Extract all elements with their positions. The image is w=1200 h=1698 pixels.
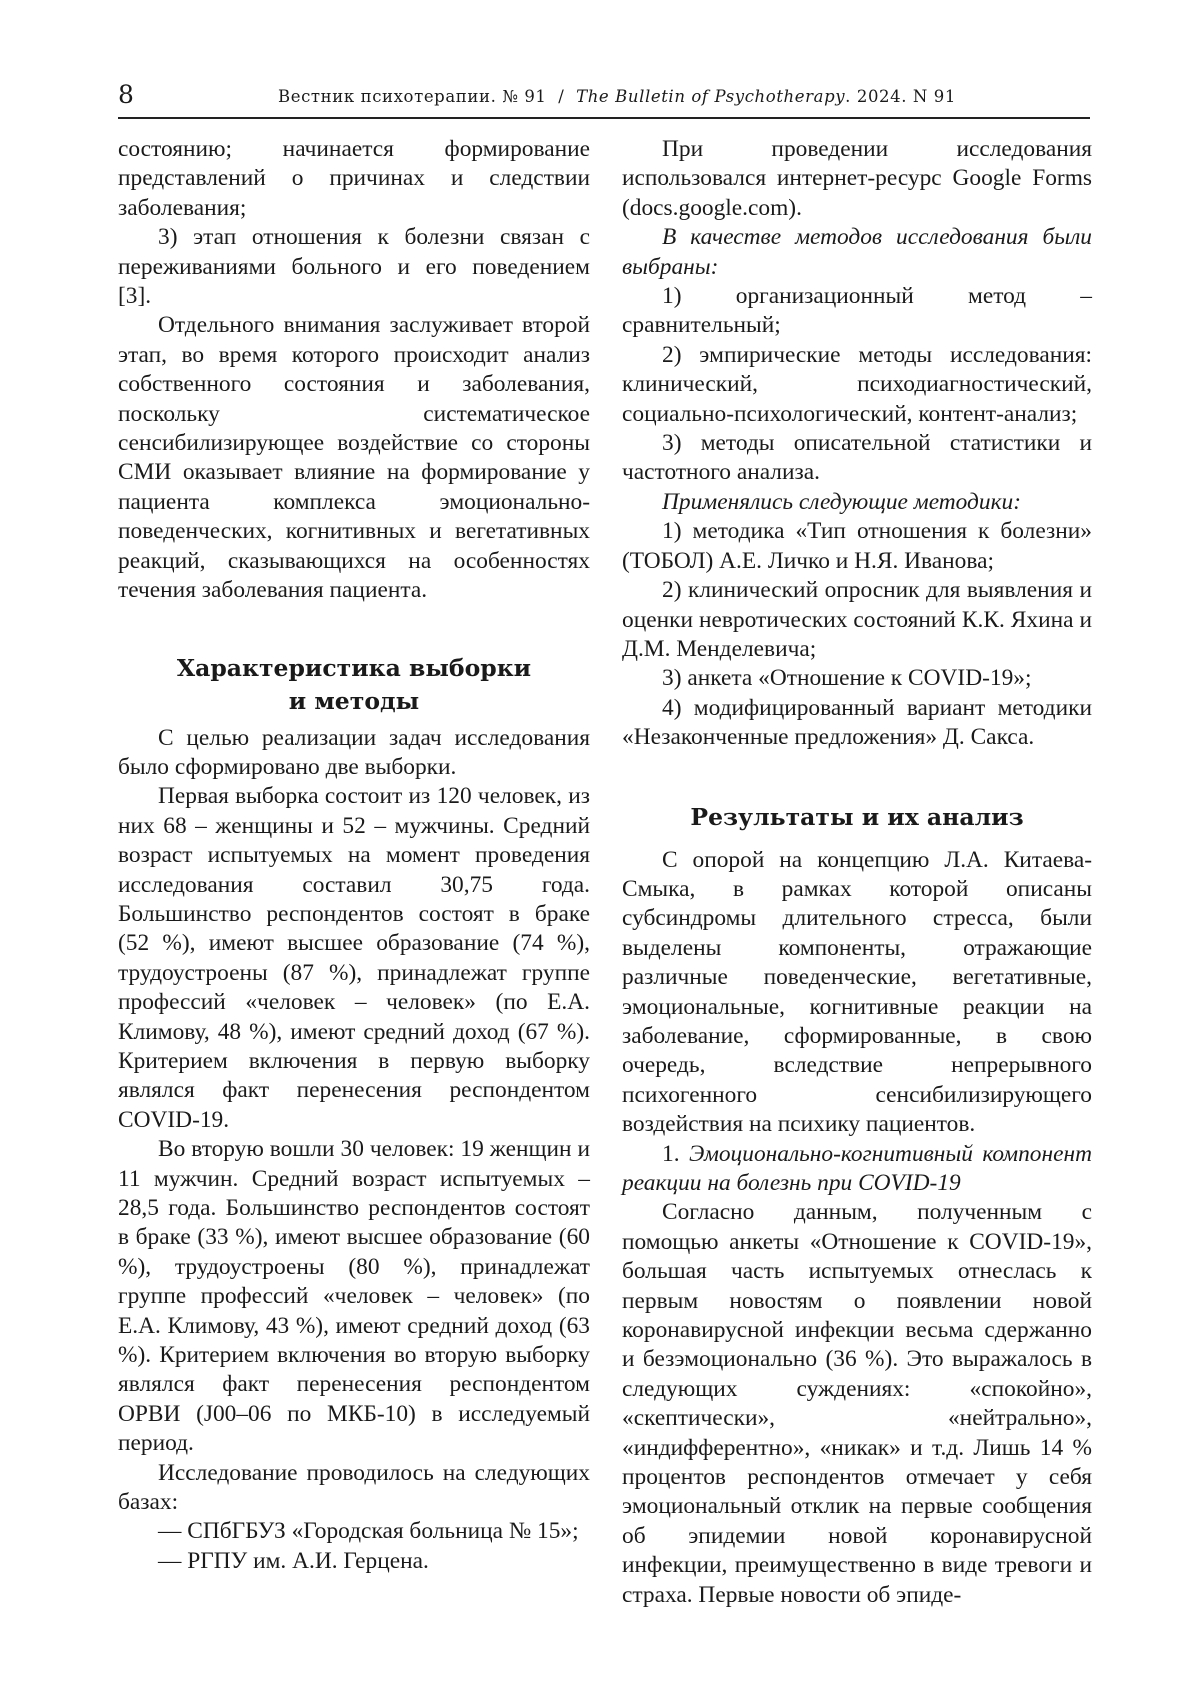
paragraph: Первая выборка состоит из 120 человек, из них 68 – женщины и 52 – мужчины. Средний возраст испытуемых на момент проведения исследования составил 30,75 года. Большинство респондентов состоят в браке (52 %), имеют высшее образование (74 %), трудоустроены (87 %), принадлежат группе профессий «человек – человек» (по Е.А. Климову, 48 %), имеют средний доход (67 %). Критерием включения в первую выборку являлся факт перенесения респондентом COVID-19. (118, 783, 590, 1133)
list-item: 3) анкета «Отношение к COVID-19»; (662, 665, 1032, 692)
subsection-title (622, 1140, 1092, 1199)
subsection-number: 1. (662, 1140, 680, 1167)
list-item: 1) методика «Тип отношения к болезни» (ТОБОЛ) А.Е. Личко и Н.Я. Иванова; (622, 518, 1092, 574)
heading-line: и методы (288, 686, 420, 715)
header-rule (118, 117, 1090, 119)
journal-title (278, 86, 956, 108)
journal-title-en: The Bulletin of Psychotherapy (576, 87, 846, 106)
list-item: 2) клинический опросник для выявления и оценки невротических состояний К.К. Яхина и Д.М. Менделевича; (622, 577, 1092, 662)
paragraph: Исследование проводилось на следующих базах: (118, 1459, 590, 1516)
page-number: 8 (118, 80, 134, 109)
right-column (622, 135, 1092, 1610)
subsection-title-text: Эмоционально-когнитивный компонент реакции на болезнь при COVID-19 (622, 1140, 1092, 1196)
heading-line: Характеристика выборки (176, 653, 532, 682)
paragraph: состоянию; начинается формирование представлений о причинах и следствии заболевания; (118, 136, 590, 221)
list-item: 2) эмпирические методы исследования: клинический, психодиагностический, социально-психологический, контент-анализ; (622, 341, 1092, 427)
journal-title-ru: Вестник психотерапии. № 91 (278, 87, 547, 106)
list-item: 3) методы описательной статистики и частотного анализа. (622, 430, 1092, 486)
paragraph: Отдельного внимания заслуживает второй этап, во время которого происходит анализ собственного состояния и заболевания, поскольку систематическое сенсибилизирующее воздействие со стороны СМИ оказывает влияние на формирование у пациента комплекса эмоционально-поведенческих, когнитивных и вегетативных реакций, сказывающихся на особенностях течения заболевания пациента. (118, 312, 590, 604)
list-item: 1) организационный метод – сравнительный; (622, 283, 1092, 339)
paragraph: При проведении исследования использовался интернет-ресурс Google Forms (docs.google.com). (622, 136, 1092, 221)
list-item: — СПбГБУЗ «Городская больница № 15»; (158, 1518, 579, 1545)
paragraph: Во вторую вошли 30 человек: 19 женщин и 11 мужчин. Средний возраст испытуемых – 28,5 года. Большинство респондентов состоят в браке (33 %), имеют высшее образование (60 %), трудоустроены (80 %), принадлежат группе профессий «человек – человек» (по Е.А. Климову, 43 %), имеют средний доход (63 %). Критерием включения во вторую выборку являлся факт перенесения респондентом ОРВИ (J00–06 по МКБ-10) в исследуемый период. (118, 1136, 590, 1457)
journal-year-issue: . 2024. N 91 (845, 87, 957, 106)
paragraph: С опорой на концепцию Л.А. Китаева-Смыка, в рамках которой описаны субсиндромы длительного стресса, были выделены компоненты, отражающие различные поведенческие, вегетативные, эмоциональные, когнитивные реакции на заболевание, сформированные, в свою очередь, вследствие непрерывного психогенного сенсибилизирующего воздействия на психику пациентов. (622, 846, 1092, 1138)
list-item: 4) модифицированный вариант методики «Незаконченные предложения» Д. Сакса. (622, 694, 1092, 751)
section-heading-sample (118, 652, 590, 718)
list-item: — РГПУ им. А.И. Герцена. (158, 1547, 429, 1574)
paragraph: 3) этап отношения к болезни связан с переживаниями больного и его поведением [3]. (118, 224, 590, 310)
paragraph: С целью реализации задач исследования было сформировано две выборки. (118, 724, 590, 780)
left-column (118, 135, 590, 1576)
running-header (118, 80, 1090, 116)
paragraph: Согласно данным, полученным с помощью анкеты «Отношение к COVID-19», большая часть испытуемых отнеслась к первым новостям о появлении новой коронавирусной инфекции весьма сдержанно и безэмоционально (36 %). Это выражалось в следующих суждениях: «спокойно», «скептически», «нейтрально», «индифферентно», «никак» и т.д. Лишь 14 % процентов респондентов отмечает у себя эмоциональный отклик на первые сообщения об эпидемии новой коронавирусной инфекции, преимущественно в виде тревоги и страха. Первые новости об эпиде- (622, 1199, 1092, 1608)
paragraph-italic: Применялись следующие методики: (662, 488, 1022, 515)
paragraph-italic: В качестве методов исследования были выбраны: (622, 224, 1092, 280)
title-separator: / (558, 87, 565, 106)
section-heading-results: Результаты и их анализ (690, 802, 1024, 831)
